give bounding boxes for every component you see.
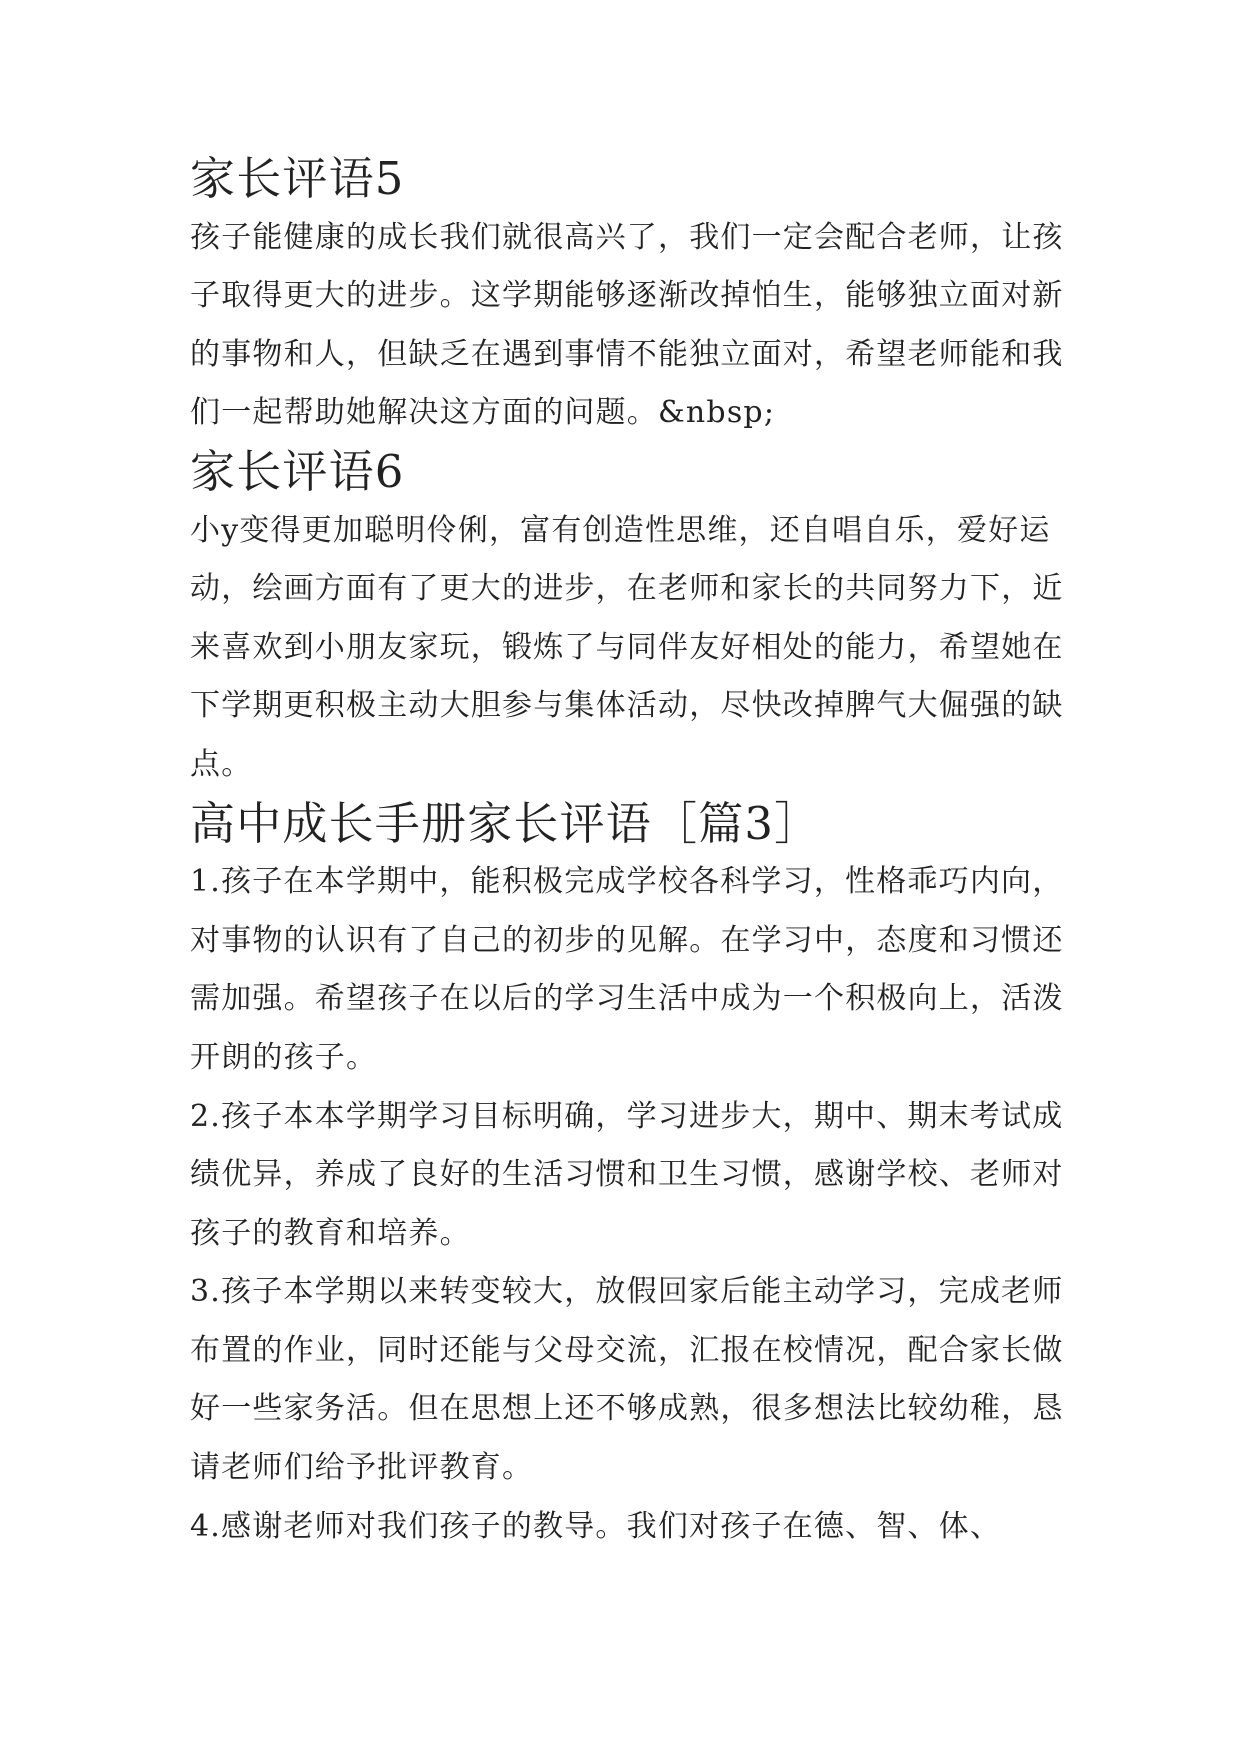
section-heading: 家长评语5 [190, 152, 405, 205]
section-parent-comment-5 [190, 150, 1070, 443]
numbered-comment-3: 3.孩子本学期以来转变较大，放假回家后能主动学习，完成老师布置的作业，同时还能与父母交流，汇报在校情况，配合家长做好一些家务活。但在思想上还不够成熟，很多想法比较幼稚，恳请老师们给予批评教育。 [190, 1274, 1064, 1486]
section-growth-handbook-comments [190, 795, 1070, 1557]
section-parent-comment-6 [190, 443, 1070, 795]
section-paragraph: 孩子能健康的成长我们就很高兴了，我们一定会配合老师，让孩子取得更大的进步。这学期能够逐渐改掉怕生，能够独立面对新的事物和人，但缺乏在遇到事情不能独立面对，希望老师能和我们一起帮助她解决这方面的问题。&nbsp; [190, 219, 1064, 431]
document-content [190, 150, 1070, 1556]
numbered-comment-4: 4.感谢老师对我们孩子的教导。我们对孩子在德、智、体、 [190, 1508, 1002, 1544]
numbered-comment-1: 1.孩子在本学期中，能积极完成学校各科学习，性格乖巧内向，对事物的认识有了自己的初步的见解。在学习中，态度和习惯还需加强。希望孩子在以后的学习生活中成为一个积极向上，活泼开朗的孩子。 [190, 864, 1064, 1075]
section-heading: 高中成长手册家长评语［篇3］ [190, 796, 821, 850]
numbered-comment-2: 2.孩子本本学期学习目标明确，学习进步大，期中、期末考试成绩优异，养成了良好的生活习惯和卫生习惯，感谢学校、老师对孩子的教育和培养。 [190, 1098, 1064, 1251]
section-heading: 家长评语6 [190, 444, 405, 498]
section-paragraph: 小y变得更加聪明伶俐，富有创造性思维，还自唱自乐，爱好运动，绘画方面有了更大的进步，在老师和家长的共同努力下，近来喜欢到小朋友家玩，锻炼了与同伴友好相处的能力，希望她在下学期更积极主动大胆参与集体活动，尽快改掉脾气大倔强的缺点。 [190, 512, 1064, 782]
